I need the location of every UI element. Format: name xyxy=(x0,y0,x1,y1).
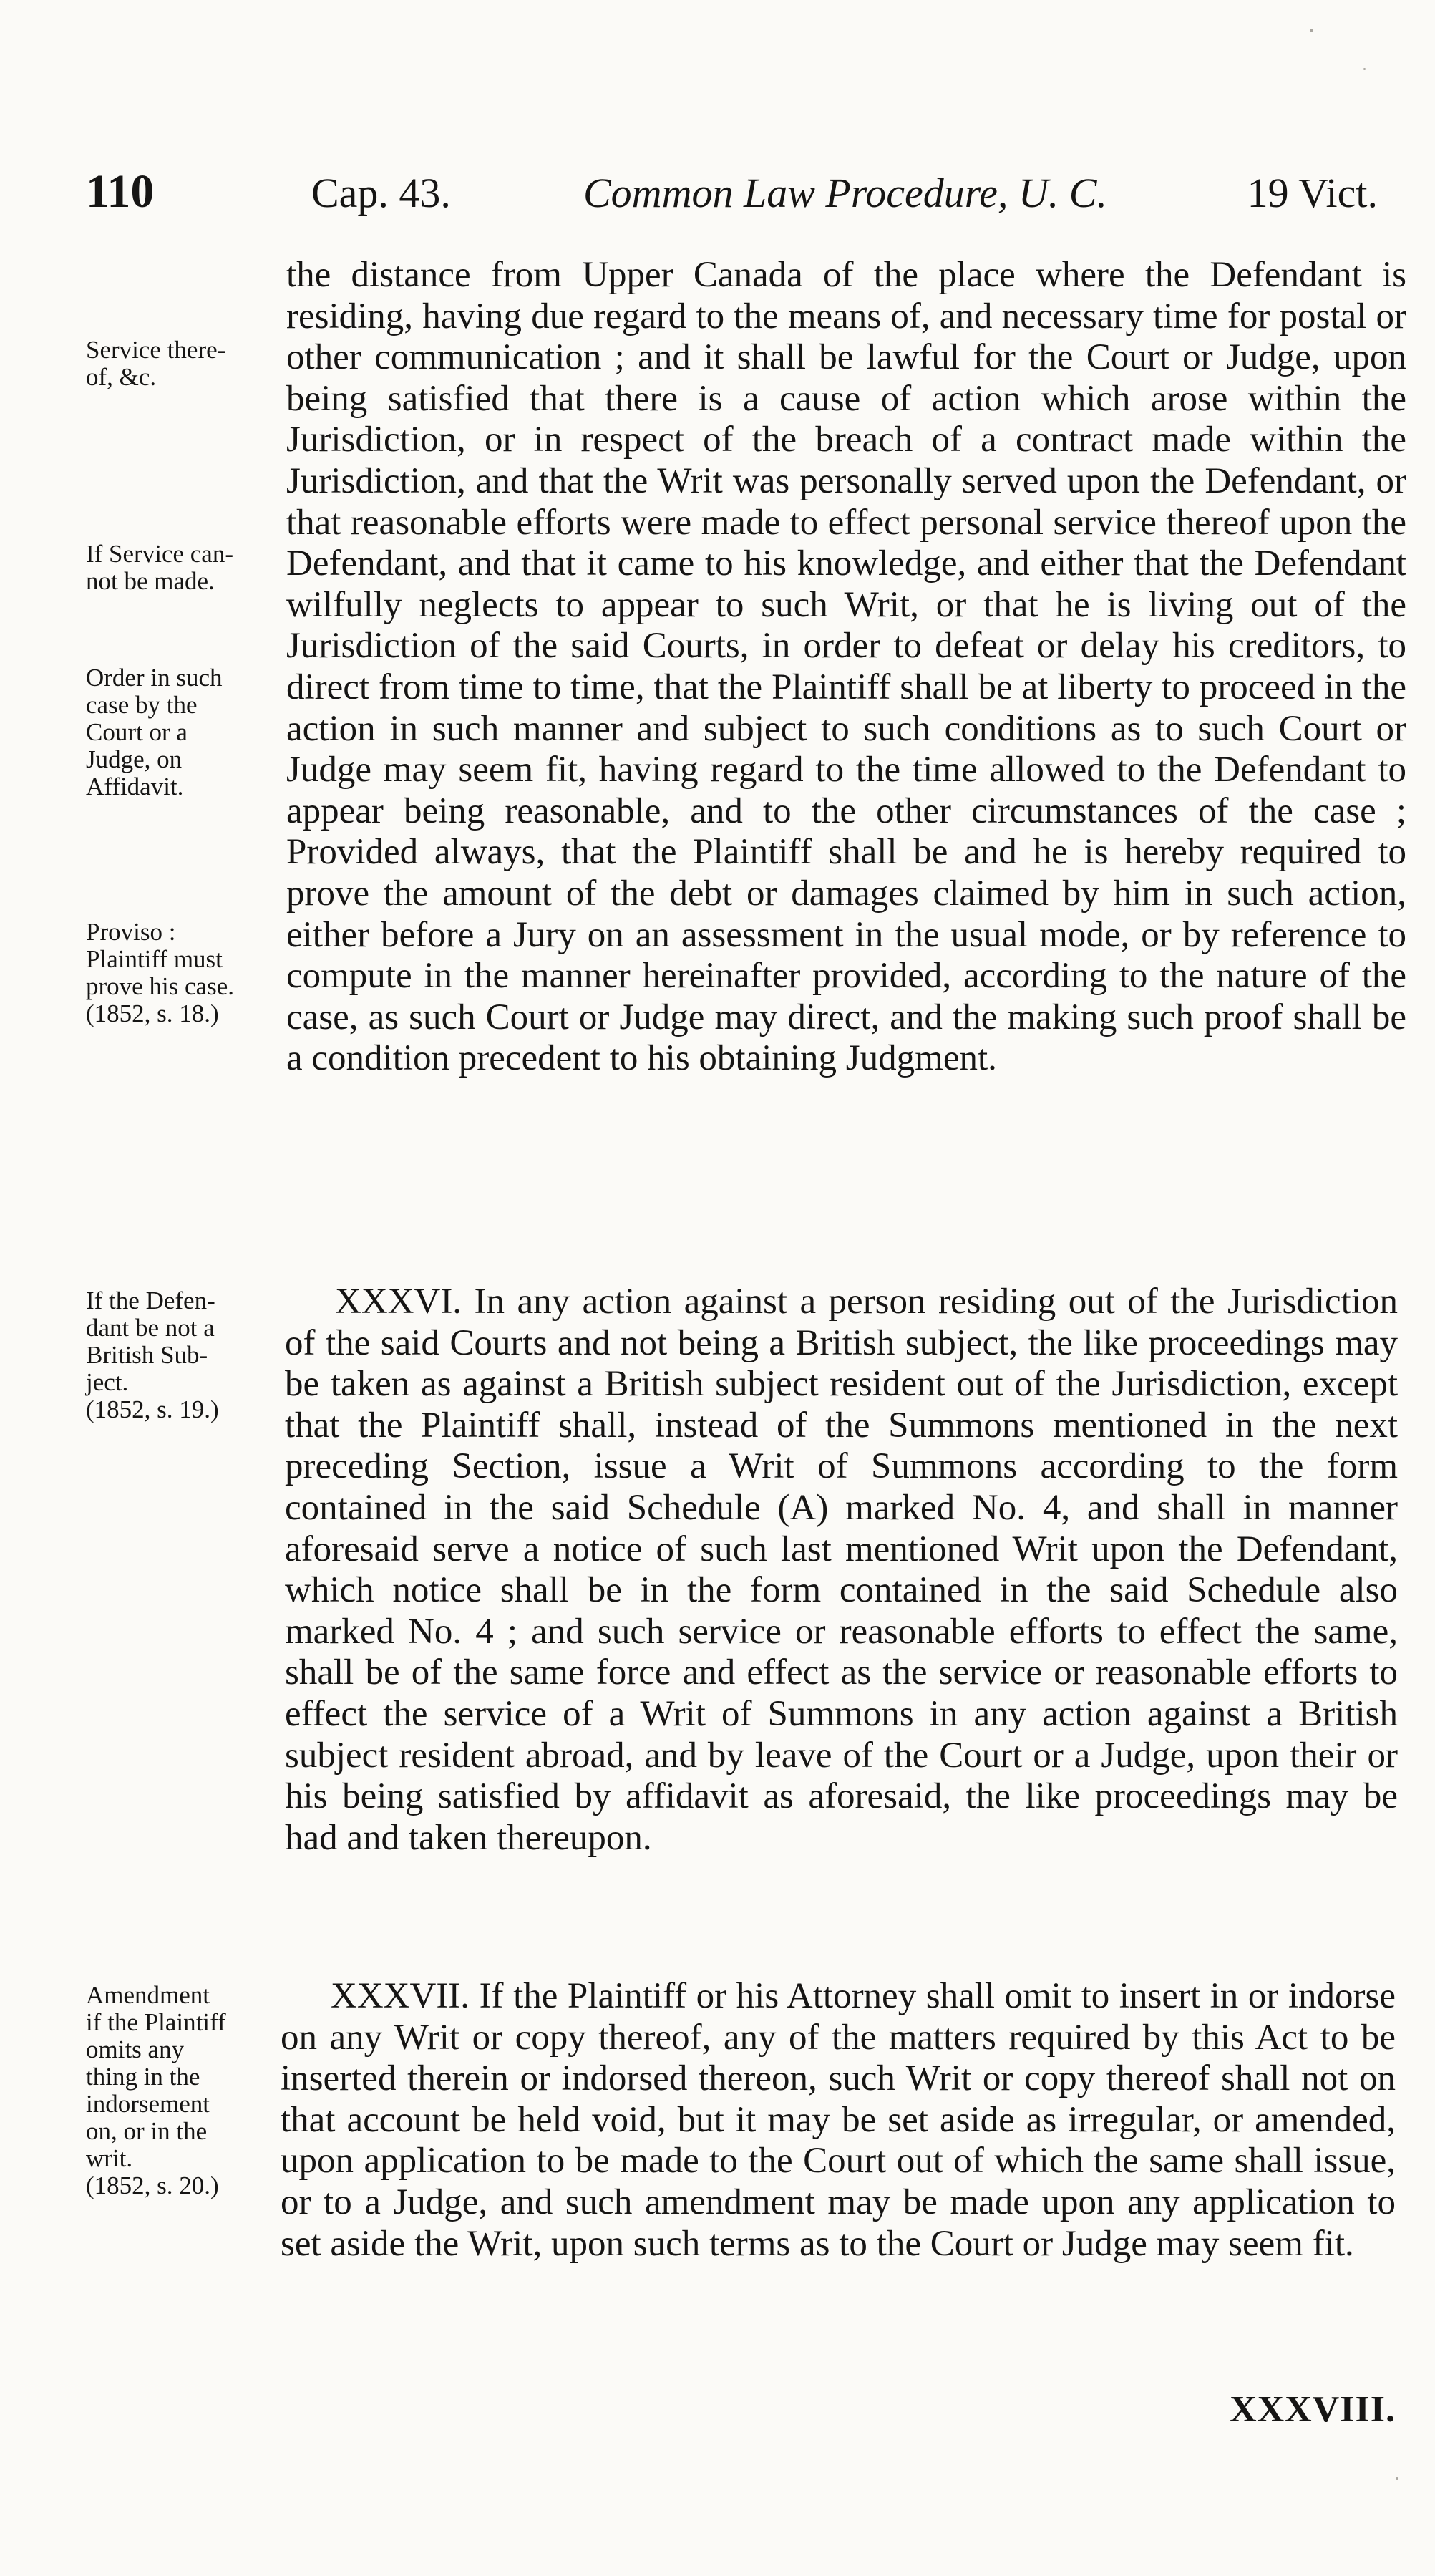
marginal-note-proviso: Proviso : Plaintiff must prove his case. (1852, s. 18.) xyxy=(86,918,235,1027)
regnal-year: 19 Vict. xyxy=(1247,170,1378,216)
catchword: XXXVIII. xyxy=(1230,2389,1396,2430)
section-number: XXXVI. xyxy=(335,1282,462,1322)
section-text: In any action against a person residing out of the Jurisdiction of the said Courts and not being a British subject, the like proceedings may be taken as against a British subject resident out of the Jurisdiction, except that the Plaintiff shall, instead of the Summons mentioned in the next preceding Section, issue a Writ of Summons according to the form contained in the said Schedule (A) marked No. 4, and shall in manner aforesaid serve a notice of such last mentioned Writ upon the Defendant, which notice shall be in the form contained in the said Schedule also marked No. 4 ; and such service or reasonable efforts to effect the same, shall be of the same force and effect as the service or reasonable efforts to effect the service of a Writ of Summons in any action against a British subject resident abroad, and by leave of the Court or a Judge, upon their or his being satisfied by affidavit as aforesaid, the like proceedings may be had and taken thereupon. xyxy=(285,1282,1398,1858)
paper-speck xyxy=(1363,68,1366,70)
running-header xyxy=(86,165,1378,226)
paper-speck xyxy=(1396,2477,1398,2480)
running-title: Common Law Procedure, U. C. xyxy=(583,170,1107,216)
paper-speck xyxy=(1310,29,1313,32)
paragraph-text: the distance from Upper Canada of the place where the Defendant is residing, having due regard to the means of, and necessary time for postal or other communication ; and it shall be lawful for the Court or Judge, upon being satisfied that there is a cause of action which arose within the Jurisdiction, or in respect of the breach of a contract made within the Jurisdiction, and that the Writ was personally served upon the Defendant, or that reasonable efforts were made to effect personal service thereof upon the Defendant, and that it came to his knowledge, and either that the Defendant wilfully neglects to appear to such Writ, or that he is living out of the Jurisdiction of the said Courts, in order to defeat or delay his creditors, to direct from time to time, that the Plaintiff shall be at liberty to proceed in the action in such manner and subject to such conditions as to such Court or Judge may seem fit, having regard to the time allowed to the Defendant to appear being reasonable, and to the other circumstances of the case ; Provided always, that the Plaintiff shall be and he is hereby required to prove the amount of the debt or damages claimed by him in such action, either before a Jury on an assessment in the usual mode, or by reference to compute in the manner hereinafter provided, according to the nature of the case, as such Court or Judge may direct, and the making such proof shall be a condition precedent to his obtaining Judgment. xyxy=(286,255,1406,1079)
section-37 xyxy=(281,1976,1396,2265)
chapter-label: Cap. 43. xyxy=(311,170,451,216)
section-36 xyxy=(285,1282,1398,1859)
paragraph-continuation xyxy=(286,255,1406,1080)
page-number: 110 xyxy=(86,165,155,218)
marginal-note-defendant: If the Defen- dant be not a British Sub- ject. (1852, s. 19.) xyxy=(86,1287,219,1423)
marginal-note-service: Service there- of, &c. xyxy=(86,336,226,391)
section-text: If the Plaintiff or his Attorney shall omit to insert in or indorse on any Writ or copy thereof, any of the matters required by this Act to be inserted therein or indorsed thereon, such Writ or copy thereof shall not on that account be held void, but it may be set aside as irregular, or amended, upon application to be made to the Court out of which the same shall issue, or to a Judge, and such amendment may be made upon any application to set aside the Writ, upon such terms as to the Court or Judge may seem fit. xyxy=(281,1976,1396,2264)
marginal-note-order: Order in such case by the Court or a Judge, on Affidavit. xyxy=(86,664,223,800)
marginal-note-no-service: If Service can- not be made. xyxy=(86,540,233,595)
section-number: XXXVII. xyxy=(331,1976,470,2016)
marginal-note-amendment: Amendment if the Plaintiff omits any thing in the indorsement on, or in the writ. (1852, s. 20.) xyxy=(86,1981,226,2199)
